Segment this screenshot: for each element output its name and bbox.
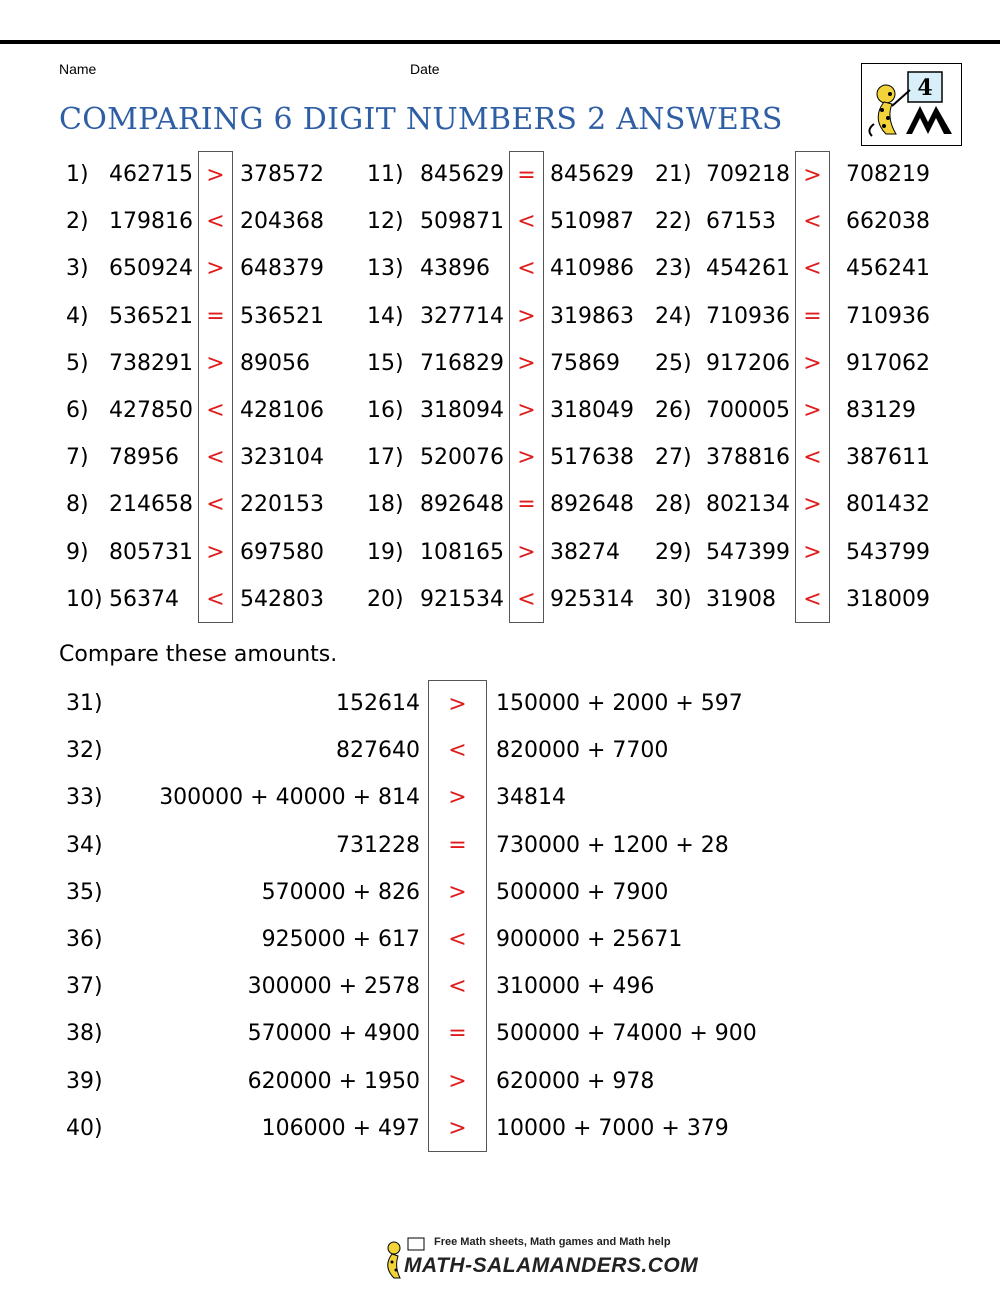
answer-box: > <box>428 1105 487 1152</box>
left-number: 108165 <box>420 539 504 565</box>
problem-number: 31) <box>66 691 103 716</box>
answer-box: > <box>795 340 830 387</box>
left-number: 67153 <box>706 209 776 235</box>
problem-row <box>0 293 1000 340</box>
answer-box: < <box>428 963 487 1010</box>
problem-row <box>0 481 1000 528</box>
left-amount: 925000 + 617 <box>261 926 420 952</box>
problem-number: 40) <box>66 1115 103 1141</box>
problem-row <box>0 529 1000 576</box>
problem-number: 2) <box>66 209 89 235</box>
problem-number: 34) <box>66 832 103 858</box>
right-number: 536521 <box>240 303 324 329</box>
left-number: 845629 <box>420 162 504 187</box>
right-number: 510987 <box>550 209 634 235</box>
answer-box: > <box>198 529 233 576</box>
answer-box: > <box>509 529 544 576</box>
left-number: 427850 <box>109 397 193 423</box>
right-number: 83129 <box>846 397 916 423</box>
right-number: 220153 <box>240 492 324 518</box>
problem-number: 3) <box>66 256 89 282</box>
problem-number: 1) <box>66 162 89 187</box>
amount-row <box>0 963 1000 1010</box>
right-number: 323104 <box>240 445 324 471</box>
answer-box: = <box>509 481 544 528</box>
left-number: 921534 <box>420 586 504 612</box>
right-number: 204368 <box>240 209 324 235</box>
answer-box: > <box>795 151 830 198</box>
problem-number: 29) <box>655 539 692 565</box>
left-amount: 827640 <box>336 738 420 764</box>
left-amount: 731228 <box>336 832 420 858</box>
logo-grade-number: 4 <box>917 75 933 101</box>
left-number: 454261 <box>706 256 790 282</box>
problem-number: 7) <box>66 445 89 471</box>
problem-number: 9) <box>66 539 89 565</box>
left-number: 462715 <box>109 162 193 187</box>
right-number: 89056 <box>240 350 310 376</box>
right-number: 845629 <box>550 162 634 187</box>
left-number: 805731 <box>109 539 193 565</box>
right-amount: 620000 + 978 <box>496 1068 655 1094</box>
page-title: COMPARING 6 DIGIT NUMBERS 2 ANSWERS <box>59 102 783 137</box>
problem-row <box>0 151 1000 198</box>
answer-box: > <box>428 680 487 727</box>
problem-number: 23) <box>655 256 692 282</box>
answer-box: = <box>795 293 830 340</box>
answer-box: < <box>198 387 233 434</box>
left-number: 78956 <box>109 445 179 471</box>
answer-box: < <box>795 198 830 245</box>
left-number: 318094 <box>420 397 504 423</box>
problem-number: 22) <box>655 209 692 235</box>
problem-number: 37) <box>66 974 103 1000</box>
answer-box: < <box>198 198 233 245</box>
answer-box: > <box>509 387 544 434</box>
amount-row <box>0 680 1000 727</box>
left-number: 650924 <box>109 256 193 282</box>
amount-row <box>0 727 1000 774</box>
left-number: 547399 <box>706 539 790 565</box>
right-number: 710936 <box>846 303 930 329</box>
answer-box: > <box>509 340 544 387</box>
left-number: 892648 <box>420 492 504 518</box>
date-label: Date <box>410 61 440 77</box>
left-number: 536521 <box>109 303 193 329</box>
salamander-grade-icon <box>862 64 960 144</box>
problem-number: 38) <box>66 1021 103 1047</box>
right-number: 319863 <box>550 303 634 329</box>
problem-number: 21) <box>655 162 692 187</box>
answer-box: < <box>198 434 233 481</box>
right-number: 318049 <box>550 397 634 423</box>
problem-number: 8) <box>66 492 89 518</box>
right-amount: 500000 + 7900 <box>496 879 669 905</box>
answer-box: > <box>509 434 544 481</box>
left-number: 509871 <box>420 209 504 235</box>
answer-box: = <box>198 293 233 340</box>
answer-box: > <box>198 340 233 387</box>
left-amount: 300000 + 40000 + 814 <box>159 785 420 811</box>
problem-row <box>0 387 1000 434</box>
right-number: 925314 <box>550 586 634 612</box>
right-number: 917062 <box>846 350 930 376</box>
right-number: 38274 <box>550 539 620 565</box>
problem-number: 35) <box>66 879 103 905</box>
answer-box: < <box>198 576 233 623</box>
amount-row <box>0 774 1000 821</box>
problem-number: 15) <box>367 350 404 376</box>
left-amount: 152614 <box>336 691 420 716</box>
right-amount: 150000 + 2000 + 597 <box>496 691 743 716</box>
right-number: 410986 <box>550 256 634 282</box>
right-number: 456241 <box>846 256 930 282</box>
answer-box: > <box>795 529 830 576</box>
name-label: Name <box>59 61 97 77</box>
problem-number: 39) <box>66 1068 103 1094</box>
right-amount: 900000 + 25671 <box>496 926 683 952</box>
answer-box: = <box>428 1010 487 1057</box>
problem-number: 16) <box>367 397 404 423</box>
right-number: 697580 <box>240 539 324 565</box>
right-number: 801432 <box>846 492 930 518</box>
amount-row <box>0 1010 1000 1057</box>
left-amount: 620000 + 1950 <box>247 1068 420 1094</box>
footer-logo <box>380 1232 699 1282</box>
right-number: 75869 <box>550 350 620 376</box>
right-number: 517638 <box>550 445 634 471</box>
answer-box: > <box>795 481 830 528</box>
right-number: 892648 <box>550 492 634 518</box>
left-number: 802134 <box>706 492 790 518</box>
problem-row <box>0 198 1000 245</box>
right-number: 378572 <box>240 162 324 187</box>
left-amount: 106000 + 497 <box>261 1115 420 1141</box>
answer-box: > <box>428 774 487 821</box>
left-number: 327714 <box>420 303 504 329</box>
problem-number: 17) <box>367 445 404 471</box>
right-amount: 730000 + 1200 + 28 <box>496 832 729 858</box>
answer-box: = <box>428 822 487 869</box>
left-number: 716829 <box>420 350 504 376</box>
problem-number: 19) <box>367 539 404 565</box>
amount-row <box>0 1105 1000 1152</box>
salamander-logo <box>861 63 962 146</box>
answer-box: > <box>428 869 487 916</box>
problem-number: 10) <box>66 586 103 612</box>
problem-number: 12) <box>367 209 404 235</box>
problem-number: 28) <box>655 492 692 518</box>
answer-box: < <box>795 434 830 481</box>
problem-number: 24) <box>655 303 692 329</box>
footer-tagline: Free Math sheets, Math games and Math help <box>434 1236 671 1248</box>
problem-number: 33) <box>66 785 103 811</box>
left-amount: 570000 + 4900 <box>247 1021 420 1047</box>
answer-box: < <box>198 481 233 528</box>
problem-number: 25) <box>655 350 692 376</box>
problem-number: 27) <box>655 445 692 471</box>
answer-box: = <box>509 151 544 198</box>
left-number: 378816 <box>706 445 790 471</box>
section-instruction: Compare these amounts. <box>59 642 338 667</box>
left-number: 917206 <box>706 350 790 376</box>
left-amount: 570000 + 826 <box>261 879 420 905</box>
problem-number: 5) <box>66 350 89 376</box>
left-number: 710936 <box>706 303 790 329</box>
problem-row <box>0 245 1000 292</box>
top-rule <box>0 40 1000 44</box>
problem-number: 4) <box>66 303 89 329</box>
left-number: 738291 <box>109 350 193 376</box>
right-number: 387611 <box>846 445 930 471</box>
answer-box: < <box>509 198 544 245</box>
problem-row <box>0 434 1000 481</box>
amount-row <box>0 1058 1000 1105</box>
answer-box: < <box>428 727 487 774</box>
left-number: 700005 <box>706 397 790 423</box>
problem-number: 14) <box>367 303 404 329</box>
right-amount: 820000 + 7700 <box>496 738 669 764</box>
right-amount: 10000 + 7000 + 379 <box>496 1115 729 1141</box>
problem-number: 30) <box>655 586 692 612</box>
answer-box: < <box>428 916 487 963</box>
right-number: 662038 <box>846 209 930 235</box>
problem-number: 18) <box>367 492 404 518</box>
left-number: 709218 <box>706 162 790 187</box>
amount-row <box>0 916 1000 963</box>
left-amount: 300000 + 2578 <box>247 974 420 1000</box>
problem-number: 6) <box>66 397 89 423</box>
right-number: 318009 <box>846 586 930 612</box>
problem-number: 36) <box>66 926 103 952</box>
left-number: 56374 <box>109 586 179 612</box>
right-number: 428106 <box>240 397 324 423</box>
footer-site-name: MATH-SALAMANDERS.COM <box>404 1254 699 1277</box>
problem-number: 11) <box>367 162 404 187</box>
right-amount: 500000 + 74000 + 900 <box>496 1021 757 1047</box>
right-number: 648379 <box>240 256 324 282</box>
left-number: 179816 <box>109 209 193 235</box>
answer-box: > <box>795 387 830 434</box>
left-number: 520076 <box>420 445 504 471</box>
answer-box: < <box>795 576 830 623</box>
amount-row <box>0 869 1000 916</box>
problem-number: 26) <box>655 397 692 423</box>
right-amount: 34814 <box>496 785 566 811</box>
problem-row <box>0 576 1000 623</box>
comparison-grid <box>0 151 1000 623</box>
problem-row <box>0 340 1000 387</box>
amounts-grid <box>0 680 1000 1152</box>
answer-box: < <box>509 576 544 623</box>
answer-box: > <box>198 151 233 198</box>
left-number: 31908 <box>706 586 776 612</box>
right-amount: 310000 + 496 <box>496 974 655 1000</box>
right-number: 542803 <box>240 586 324 612</box>
answer-box: < <box>795 245 830 292</box>
right-number: 543799 <box>846 539 930 565</box>
right-number: 708219 <box>846 162 930 187</box>
answer-box: > <box>509 293 544 340</box>
amount-row <box>0 822 1000 869</box>
problem-number: 20) <box>367 586 404 612</box>
answer-box: < <box>509 245 544 292</box>
left-number: 43896 <box>420 256 490 282</box>
answer-box: > <box>428 1058 487 1105</box>
left-number: 214658 <box>109 492 193 518</box>
answer-box: > <box>198 245 233 292</box>
problem-number: 32) <box>66 738 103 764</box>
problem-number: 13) <box>367 256 404 282</box>
